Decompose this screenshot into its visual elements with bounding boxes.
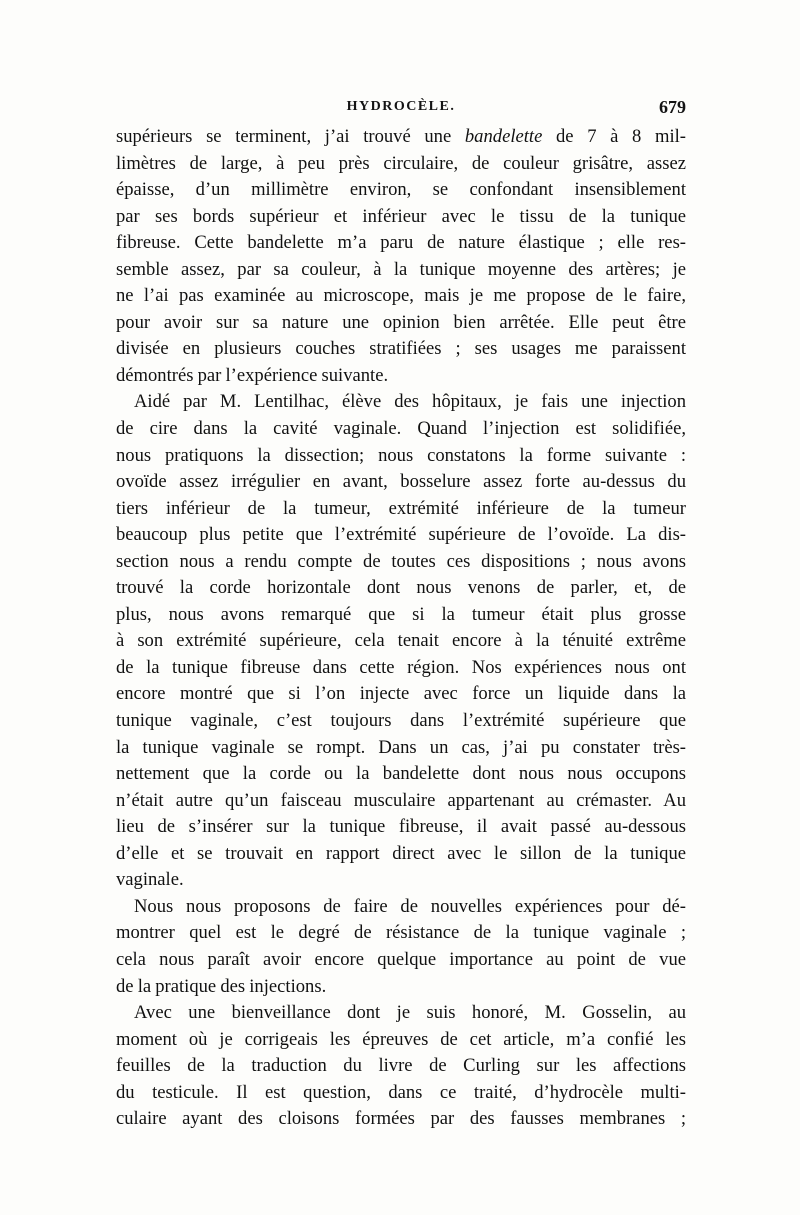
text-line: cela nous paraît avoir encore quelque importance au point de vue: [116, 948, 686, 970]
text-line: plus, nous avons remarqué que si la tumeur était plus grosse: [116, 603, 686, 625]
text-line: de la tunique fibreuse dans cette région. Nos expériences nous ont: [116, 656, 686, 678]
text-line: beaucoup plus petite que l’extrémité supérieure de l’ovoïde. La dis-: [116, 524, 686, 546]
text-line: culaire ayant des cloisons formées par des fausses membranes ;: [116, 1108, 686, 1130]
text-line: pour avoir sur sa nature une opinion bien arrêtée. Elle peut être: [116, 311, 686, 333]
text-line: section nous a rendu compte de toutes ces dispositions ; nous avons: [116, 550, 686, 572]
text-line: la tunique vaginale se rompt. Dans un cas, j’ai pu constater très-: [116, 736, 686, 758]
text-line: ovoïde assez irrégulier en avant, bosselure assez forte au-dessus du: [116, 471, 686, 493]
text-line: du testicule. Il est question, dans ce traité, d’hydrocèle multi-: [116, 1081, 686, 1103]
running-head: [116, 99, 686, 123]
paragraph-start-line: Aidé par M. Lentilhac, élève des hôpitaux, je fais une injection: [134, 391, 686, 413]
text-line: moment où je corrigeais les épreuves de cet article, m’a confié les: [116, 1028, 686, 1050]
paragraph-end-line: démontrés par l’expérience suivante.: [116, 364, 389, 386]
paragraph-start-line: Nous nous proposons de faire de nouvelles expériences pour dé-: [134, 895, 686, 917]
body-text: [116, 124, 686, 1133]
text-line: supérieurs se terminent, j’ai trouvé une bandelette de 7 à 8 mil-: [116, 126, 686, 147]
paragraph-start-line: Avec une bienveillance dont je suis honoré, M. Gosselin, au: [134, 1002, 686, 1024]
text-line: ne l’ai pas examinée au microscope, mais je me propose de le faire,: [116, 285, 686, 307]
running-head-title: HYDROCÈLE.: [346, 99, 456, 114]
text-line: épaisse, d’un millimètre environ, se confondant insensiblement: [116, 179, 686, 201]
text-line: par ses bords supérieur et inférieur avec le tissu de la tunique: [116, 205, 686, 227]
text-line: feuilles de la traduction du livre de Curling sur les affections: [116, 1055, 686, 1077]
paragraph-end-line: vaginale.: [116, 869, 184, 891]
text-line: divisée en plusieurs couches stratifiées ; ses usages me paraissent: [116, 338, 686, 360]
page-number: 679: [659, 97, 686, 117]
text-line: n’était autre qu’un faisceau musculaire appartenant au crémaster. Au: [116, 789, 686, 811]
text-line: nous pratiquons la dissection; nous constatons la forme suivante :: [116, 444, 686, 466]
paragraph-end-line: de la pratique des injections.: [116, 975, 327, 997]
text-line: montrer quel est le degré de résistance de la tunique vaginale ;: [116, 922, 686, 944]
text-line: semble assez, par sa couleur, à la tunique moyenne des artères; je: [116, 258, 686, 280]
text-line: à son extrémité supérieure, cela tenait encore à la ténuité extrême: [116, 630, 686, 652]
text-line: tunique vaginale, c’est toujours dans l’extrémité supérieure que: [116, 710, 686, 732]
text-line: de cire dans la cavité vaginale. Quand l’injection est solidifiée,: [116, 418, 686, 440]
text-line: nettement que la corde ou la bandelette dont nous nous occupons: [116, 763, 686, 785]
text-line: fibreuse. Cette bandelette m’a paru de nature élastique ; elle res-: [116, 232, 686, 254]
text-line: lieu de s’insérer sur la tunique fibreuse, il avait passé au-dessous: [116, 816, 686, 838]
text-line: d’elle et se trouvait en rapport direct avec le sillon de la tunique: [116, 842, 686, 864]
text-line: tiers inférieur de la tumeur, extrémité inférieure de la tumeur: [116, 497, 686, 519]
text-line: trouvé la corde horizontale dont nous venons de parler, et, de: [116, 577, 686, 599]
text-line: limètres de large, à peu près circulaire, de couleur grisâtre, assez: [116, 152, 686, 174]
italic-term: bandelette: [464, 126, 543, 147]
text-line: encore montré que si l’on injecte avec force un liquide dans la: [116, 683, 686, 705]
